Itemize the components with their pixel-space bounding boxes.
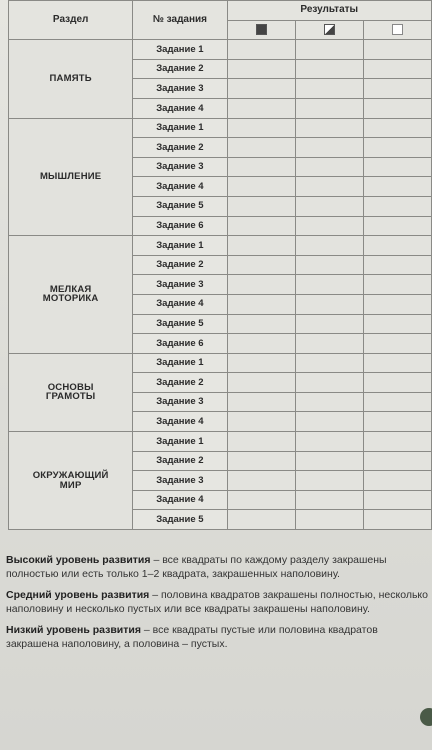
task-label: Задание 2 (133, 138, 227, 158)
result-cell[interactable] (295, 98, 363, 118)
result-cell[interactable] (295, 118, 363, 138)
result-cell[interactable] (227, 79, 295, 99)
results-table (8, 0, 432, 530)
result-cell[interactable] (295, 236, 363, 256)
legend-high-title: Высокий уровень развития (6, 554, 151, 566)
result-cell[interactable] (295, 510, 363, 530)
result-cell[interactable] (363, 490, 431, 510)
result-cell[interactable] (295, 275, 363, 295)
result-cell[interactable] (227, 255, 295, 275)
result-cell[interactable] (295, 490, 363, 510)
result-cell[interactable] (363, 451, 431, 471)
task-label: Задание 5 (133, 196, 227, 216)
result-cell[interactable] (295, 157, 363, 177)
task-label: Задание 4 (133, 98, 227, 118)
filled-square-icon (256, 24, 267, 35)
result-cell[interactable] (363, 216, 431, 236)
task-label: Задание 2 (133, 59, 227, 79)
result-cell[interactable] (295, 334, 363, 354)
result-col-empty (363, 20, 431, 40)
result-cell[interactable] (227, 432, 295, 452)
result-cell[interactable] (363, 294, 431, 314)
task-label: Задание 2 (133, 373, 227, 393)
task-label: Задание 5 (133, 314, 227, 334)
task-label: Задание 3 (133, 79, 227, 99)
section-name: ОСНОВЫ ГРАМОТЫ (9, 353, 133, 431)
result-cell[interactable] (227, 177, 295, 197)
task-label: Задание 1 (133, 118, 227, 138)
result-cell[interactable] (363, 392, 431, 412)
result-cell[interactable] (363, 196, 431, 216)
result-cell[interactable] (227, 59, 295, 79)
result-cell[interactable] (363, 98, 431, 118)
result-cell[interactable] (227, 451, 295, 471)
result-cell[interactable] (363, 412, 431, 432)
table-row (9, 432, 432, 452)
task-label: Задание 1 (133, 353, 227, 373)
legend (6, 554, 432, 659)
result-cell[interactable] (227, 157, 295, 177)
result-cell[interactable] (363, 59, 431, 79)
results-body (9, 40, 432, 530)
task-label: Задание 4 (133, 294, 227, 314)
task-label: Задание 3 (133, 392, 227, 412)
legend-mid (6, 589, 432, 616)
result-cell[interactable] (227, 412, 295, 432)
result-cell[interactable] (227, 392, 295, 412)
task-label: Задание 4 (133, 490, 227, 510)
task-label: Задание 2 (133, 255, 227, 275)
result-col-full (227, 20, 295, 40)
result-cell[interactable] (227, 98, 295, 118)
result-cell[interactable] (295, 216, 363, 236)
header-row (9, 1, 432, 21)
result-cell[interactable] (363, 334, 431, 354)
result-cell[interactable] (363, 373, 431, 393)
table-row (9, 353, 432, 373)
result-cell[interactable] (295, 177, 363, 197)
task-label: Задание 5 (133, 510, 227, 530)
result-col-half (295, 20, 363, 40)
result-cell[interactable] (227, 275, 295, 295)
result-cell[interactable] (227, 40, 295, 60)
result-cell[interactable] (227, 294, 295, 314)
result-cell[interactable] (295, 255, 363, 275)
result-cell[interactable] (227, 510, 295, 530)
header-results: Результаты (227, 1, 432, 21)
result-cell[interactable] (295, 294, 363, 314)
result-cell[interactable] (295, 59, 363, 79)
legend-mid-title: Средний уровень развития (6, 589, 150, 601)
result-cell[interactable] (227, 373, 295, 393)
header-section: Раздел (9, 1, 133, 40)
task-label: Задание 4 (133, 412, 227, 432)
result-cell[interactable] (363, 138, 431, 158)
result-cell[interactable] (227, 236, 295, 256)
task-label: Задание 3 (133, 471, 227, 491)
result-cell[interactable] (363, 471, 431, 491)
result-cell[interactable] (363, 432, 431, 452)
result-cell[interactable] (295, 451, 363, 471)
result-cell[interactable] (227, 118, 295, 138)
result-cell[interactable] (363, 177, 431, 197)
legend-high (6, 554, 432, 581)
result-cell[interactable] (295, 138, 363, 158)
task-label: Задание 1 (133, 40, 227, 60)
table-row (9, 40, 432, 60)
legend-low-title: Низкий уровень развития (6, 624, 141, 636)
task-label: Задание 3 (133, 275, 227, 295)
result-cell[interactable] (363, 255, 431, 275)
result-cell[interactable] (295, 314, 363, 334)
result-cell[interactable] (227, 334, 295, 354)
legend-high-text: – все квадраты по каждому разделу закрашены полностью или есть только 1–2 квадрата, закрашенных наполовину. (6, 554, 387, 580)
task-label: Задание 2 (133, 451, 227, 471)
legend-low (6, 624, 432, 651)
section-name: МЫШЛЕНИЕ (9, 118, 133, 236)
result-cell[interactable] (295, 471, 363, 491)
result-cell[interactable] (227, 138, 295, 158)
half-filled-square-icon (324, 24, 335, 35)
result-cell[interactable] (295, 373, 363, 393)
task-label: Задание 1 (133, 236, 227, 256)
result-cell[interactable] (363, 118, 431, 138)
result-cell[interactable] (363, 157, 431, 177)
result-cell[interactable] (227, 490, 295, 510)
legend-mid-text: – половина квадратов закрашены полностью, несколько наполовину и несколько пустых или все квадраты закрашены наполовину. (6, 589, 428, 615)
header-task-number: № задания (133, 1, 227, 40)
result-cell[interactable] (227, 216, 295, 236)
task-label: Задание 4 (133, 177, 227, 197)
result-cell[interactable] (295, 392, 363, 412)
result-cell[interactable] (295, 40, 363, 60)
result-cell[interactable] (295, 79, 363, 99)
result-cell[interactable] (295, 196, 363, 216)
task-label: Задание 1 (133, 432, 227, 452)
result-cell[interactable] (227, 314, 295, 334)
empty-square-icon (392, 24, 403, 35)
result-cell[interactable] (363, 40, 431, 60)
page-corner-mark (420, 708, 432, 726)
result-cell[interactable] (363, 275, 431, 295)
task-label: Задание 3 (133, 157, 227, 177)
result-cell[interactable] (227, 196, 295, 216)
table-row (9, 118, 432, 138)
result-cell[interactable] (363, 236, 431, 256)
result-cell[interactable] (363, 353, 431, 373)
result-cell[interactable] (227, 471, 295, 491)
result-cell[interactable] (295, 412, 363, 432)
section-name: ОКРУЖАЮЩИЙ МИР (9, 432, 133, 530)
result-cell[interactable] (363, 314, 431, 334)
section-name: МЕЛКАЯ МОТОРИКА (9, 236, 133, 354)
section-name: ПАМЯТЬ (9, 40, 133, 118)
result-cell[interactable] (295, 353, 363, 373)
legend-low-text: – все квадраты пустые или половина квадратов закрашена наполовину, а половина – пустых. (6, 624, 378, 650)
result-cell[interactable] (227, 353, 295, 373)
table-row (9, 236, 432, 256)
result-cell[interactable] (363, 510, 431, 530)
task-label: Задание 6 (133, 334, 227, 354)
result-cell[interactable] (363, 79, 431, 99)
task-label: Задание 6 (133, 216, 227, 236)
result-cell[interactable] (295, 432, 363, 452)
